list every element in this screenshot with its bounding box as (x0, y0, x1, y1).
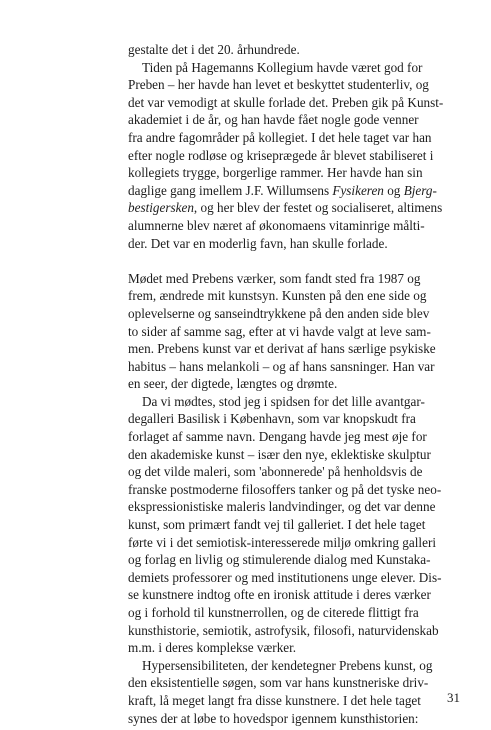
text-line (128, 410, 464, 428)
body-text (128, 41, 464, 727)
text-line (128, 604, 464, 622)
text-line (128, 463, 464, 481)
paragraph (128, 270, 464, 393)
paragraph-gap (128, 252, 464, 270)
text-run: ekspressionistiske maleris landvindinger, og det var denne (128, 499, 436, 515)
text-line (128, 182, 464, 200)
text-line (128, 446, 464, 464)
italic-title: Fysikeren (332, 182, 384, 198)
text-run: kraft, lå meget langt fra disse kunstnere. I det hele taget (128, 692, 421, 708)
text-run: to sider af samme sag, efter at vi havde valgt at leve sam- (128, 323, 431, 339)
text-line (128, 217, 464, 235)
text-line (128, 270, 464, 288)
text-line (128, 129, 464, 147)
text-line (128, 199, 464, 217)
text-line (128, 692, 464, 710)
paragraph (128, 59, 464, 253)
text-run: Tiden på Hagemanns Kollegium havde været god for (142, 59, 423, 75)
text-run: akademiet i de år, og han havde fået nogle gode venner (128, 112, 419, 128)
text-run: en seer, der digtede, længtes og drømte. (128, 376, 338, 392)
text-run: , og her blev der festet og socialiseret, altimens (193, 200, 443, 216)
text-line (128, 94, 464, 112)
text-run: alumnerne blev næret af økonomaens vitaminrige målti- (128, 217, 425, 233)
text-run: Da vi mødtes, stod jeg i spidsen for det lille avantgar- (142, 393, 425, 409)
text-run: se kunstnere indtog ofte en ironisk attitude i deres værker (128, 587, 431, 603)
text-line (128, 323, 464, 341)
text-line (128, 551, 464, 569)
text-line (128, 393, 464, 411)
text-line (128, 164, 464, 182)
text-line (128, 481, 464, 499)
text-line (128, 586, 464, 604)
text-line (128, 498, 464, 516)
text-line (128, 235, 464, 253)
text-run: m.m. i deres komplekse værker. (128, 640, 297, 656)
text-run: og det vilde maleri, som 'abonnerede' på henholdsvis de (128, 464, 423, 480)
text-line (128, 76, 464, 94)
text-line (128, 59, 464, 77)
text-run: kollegiets trygge, borgerlige rammer. Her havde han sin (128, 165, 423, 181)
text-run: og (383, 182, 404, 198)
italic-title: Bjerg- (403, 182, 437, 198)
text-run: gestalte det i det 20. århundrede. (128, 42, 300, 57)
text-line (128, 674, 464, 692)
page-number: 31 (447, 690, 460, 705)
text-run: kunst, som primært fandt vej til galleriet. I det hele taget (128, 517, 426, 533)
text-run: det var vemodigt at skulle forlade det. Preben gik på Kunst- (128, 94, 444, 110)
text-line (128, 534, 464, 552)
text-run: forlaget af samme navn. Dengang havde jeg mest øje for (128, 429, 427, 445)
text-line (128, 622, 464, 640)
text-line (128, 569, 464, 587)
text-run: Hypersensibiliteten, der kendetegner Prebens kunst, og (142, 657, 433, 673)
text-run: habitus – hans melankoli – og af hans sansninger. Han var (128, 358, 435, 374)
text-run: den akademiske kunst – især den nye, eklektiske skulptur (128, 446, 431, 462)
text-run: der. Det var en moderlig favn, han skulle forlade. (128, 235, 388, 251)
text-line (128, 428, 464, 446)
text-run: oplevelserne og sanseindtrykkene på den anden side blev (128, 305, 430, 321)
text-run: fra andre fagområder på kollegiet. I det hele taget var han (128, 129, 432, 145)
text-line (128, 111, 464, 129)
text-run: den eksistentielle søgen, som var hans kunstneriske driv- (128, 675, 429, 691)
text-run: frem, ændrede mit kunstsyn. Kunsten på den ene side og (128, 288, 427, 304)
text-run: Mødet med Prebens værker, som fandt sted fra 1987 og (128, 270, 421, 286)
paragraph (128, 41, 464, 59)
paragraph (128, 393, 464, 657)
text-line (128, 375, 464, 393)
text-line (128, 287, 464, 305)
text-run: efter nogle rodløse og kriseprægede år blevet stabiliseret i (128, 147, 434, 163)
text-run: demiets professorer og med institutionens unge elever. Dis- (128, 569, 442, 585)
text-line (128, 358, 464, 376)
text-run: førte vi i det semiotisk-interesserede miljø omkring galleri (128, 534, 436, 550)
text-line (128, 639, 464, 657)
text-line (128, 305, 464, 323)
text-line (128, 147, 464, 165)
text-run: Preben – her havde han levet et beskyttet studenterliv, og (128, 77, 429, 93)
text-run: synes der at løbe to hovedspor igennem kunsthistorien: (128, 710, 419, 726)
text-line (128, 657, 464, 675)
text-line (128, 710, 464, 728)
text-run: og forlag en livlig og stimulerende dialog med Kunstaka- (128, 552, 431, 568)
text-line (128, 516, 464, 534)
text-run: men. Prebens kunst var et derivat af hans særlige psykiske (128, 341, 436, 357)
text-line (128, 340, 464, 358)
paragraph (128, 657, 464, 727)
text-line (128, 41, 464, 59)
text-run: kunsthistorie, semiotik, astrofysik, filosofi, naturvidenskab (128, 622, 439, 638)
text-run: daglige gang imellem J.F. Willumsens (128, 182, 333, 198)
italic-title: bestigersken (128, 200, 194, 216)
text-run: og i forhold til kunstnerrollen, og de citerede flittigt fra (128, 605, 419, 620)
text-run: degalleri Basilisk i København, som var knopskudt fra (128, 411, 416, 427)
text-run: franske postmoderne filosoffers tanker og på det tyske neo- (128, 481, 442, 497)
